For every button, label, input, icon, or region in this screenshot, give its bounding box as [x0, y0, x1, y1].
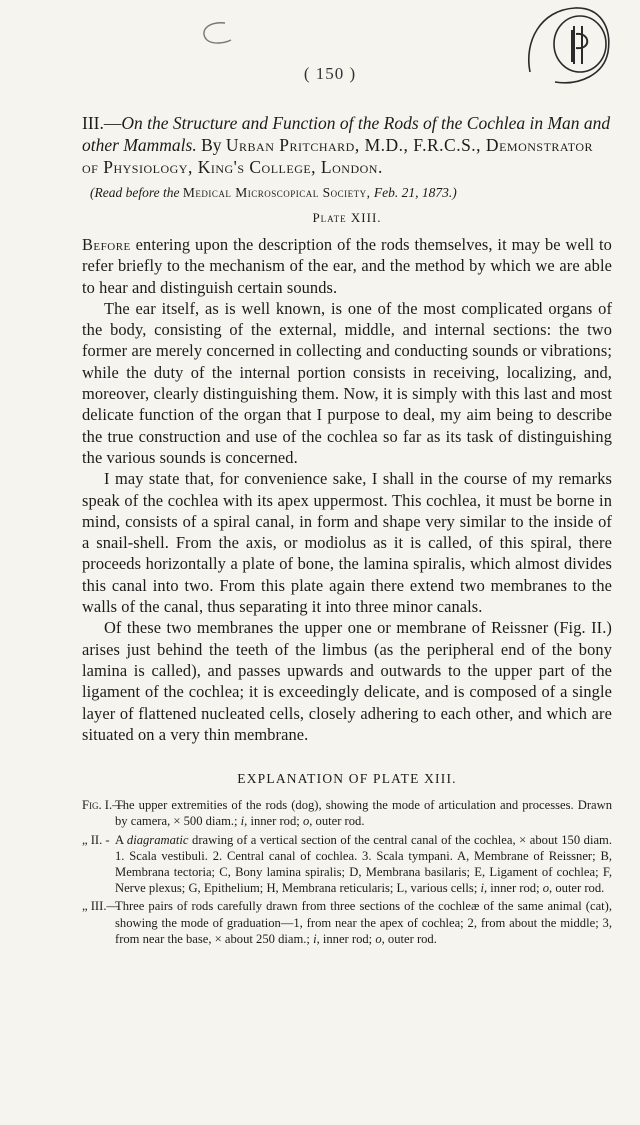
page-number: ( 150 )	[303, 64, 357, 83]
read-date: Feb. 21, 1873.)	[373, 185, 457, 200]
plate-heading: Plate XIII.	[312, 210, 382, 225]
author-prefix: By	[201, 135, 222, 155]
article-title-text: On the Structure and Function of the Rods of the Cochlea in Man and other Mammals.	[82, 113, 611, 155]
paragraph-4: Of these two membranes the upper one or membrane of Reissner (Fig. II.) arises just behind the teeth of the limbus (as the peripheral end of the bony lamina is called), and passes upwards and outwards to the upper part of the ligament of the cochlea; it is exceedingly delicate, and is composed of a single layer of flattened nucleated cells, closely adhering to each other, and which are situated on a very thin membrane.	[82, 618, 612, 744]
figure-label: „ III.—	[82, 899, 120, 914]
figure-label: „ II. -	[82, 832, 110, 847]
author-line: Urban Pritchard, M.D., F.R.C.S., Demonstrator of Physiology, King's College, London.	[82, 135, 594, 177]
article-number: III.—	[82, 113, 122, 133]
article-title	[82, 112, 612, 178]
society-name: Medical Microscopical Society,	[182, 185, 371, 200]
paragraph-3: I may state that, for convenience sake, I shall in the course of my remarks speak of the cochlea with its apex uppermost. This cochlea, it must be borne in mind, consists of a spiral canal, in form and shape very similar to the inside of a snail-shell. From the axis, or modiolus as it is called, of this spiral, there proceeds horizontally a plate of bone, the lamina spiralis, which almost divides this canal into two. From this plate again there extend two membranes to the walls of the canal, thus separating it into three minor canals.	[82, 469, 612, 617]
figure-caption-1: Fig. I.— The upper extremities of the rods (dog), showing the mode of articulation and processes. Drawn by camera, × 500 diam.; i, inner rod; o, outer rod.	[82, 798, 612, 829]
paragraph-2: The ear itself, as is well known, is one of the most complicated organs of the body, consisting of the external, middle, and internal sections: the two former are merely concerned in collecting and conducting sounds or vibrations; while the duty of the internal portion consists in receiving, localizing, and, moreover, clearly distinguishing them. Now, it is simply with this last and most delicate function of the organ that I purpose to deal, my aim being to describe the true construction and use of the cochlea so far as its task of distinguishing the various sounds is concerned.	[82, 298, 612, 467]
figure-label: Fig. I.—	[82, 798, 125, 813]
explanation-heading: EXPLANATION OF PLATE XIII.	[237, 771, 457, 787]
library-stamp-icon	[520, 2, 616, 88]
read-before-label: (Read before the	[90, 185, 180, 200]
article	[82, 112, 612, 949]
paragraph-1-text: entering upon the description of the rods themselves, it may be well to refer briefly to the mechanism of the ear, and the method by which we are able to hear and distinguish certain sounds.	[82, 235, 612, 297]
explanation-list	[82, 797, 612, 947]
paragraph-1-lead: Before	[82, 235, 131, 254]
read-before-note	[90, 184, 612, 202]
paragraph-1	[82, 234, 612, 298]
figure-caption-2: „ II. - A diagramatic drawing of a vertical section of the central canal of the cochlea, × about 150 diam. 1. Scala vestibuli. 2. Central canal of cochlea. 3. Scala tympani. A, Membrane of Reissner; B, Membrana tectoria; C, Bony lamina spiralis; D, Membrana basilaris; E, Ligament of cochlea; F, Nerve plexus; G, Epithelium; H, Membrana reticularis; L, various cells; i, inner rod; o, outer rod.	[82, 832, 612, 896]
figure-caption-3: „ III.— Three pairs of rods carefully drawn from three sections of the cochleæ of the same animal (cat), showing the mode of graduation—1, from near the apex of cochlea; 2, from about the middle; 3, from near the base, × about 250 diam.; i, inner rod; o, outer rod.	[82, 899, 612, 946]
pencil-mark	[195, 18, 235, 52]
